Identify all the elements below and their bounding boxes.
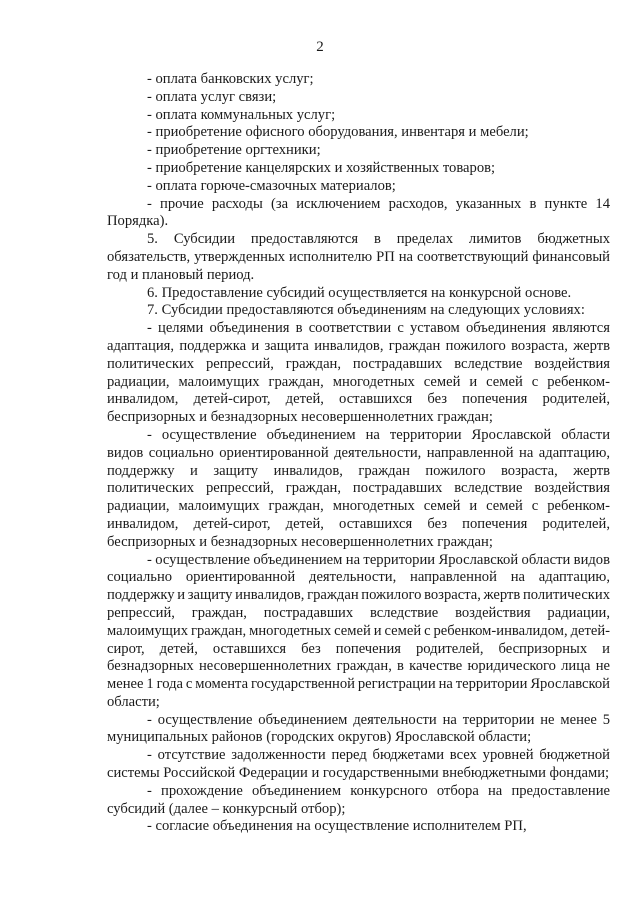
clause-6: 6. Предоставление субсидий осуществляется на конкурсной основе. bbox=[147, 284, 572, 301]
list-item-bank-services: - оплата банковских услуг; bbox=[147, 71, 314, 87]
condition-five-districts: - осуществление объединением деятельности на территории не менее 5 муниципальных районов (городских округов) Ярославской области; bbox=[107, 711, 610, 746]
condition-charter-goals: - целями объединения в соответствии с уставом объединения являются адаптация, поддержка и защита инвалидов, граждан пожилого возраста, жертв политических репрессий, граждан, пострадавших вследствие воздействия радиации, малоимущих граждан, многодетных семей и семей с ребенком-инвалидом, детей-сирот, детей, оставшихся без попечения родителей, беспризорных и безнадзорных несовершеннолетних граждан; bbox=[107, 320, 610, 426]
condition-legal-entity-year: - осуществление объединением на территории Ярославской области видов социально ориентированной деятельности, направленной на адаптацию, поддержку и защиту инвалидов, граждан пожилого возраста, жертв политических репрессий, граждан, пострадавших вследствие воздействия радиации, малоимущих граждан, многодетных семей и семей с ребенком-инвалидом, детей-сирот, детей, оставшихся без попечения родителей, беспризорных и безнадзорных несовершеннолетних граждан, в качестве юридического лица не менее 1 года с момента государственной регистрации на территории Ярославской области; bbox=[107, 551, 610, 710]
document-body bbox=[107, 71, 610, 836]
condition-consent: - согласие объединения на осуществление исполнителем РП, bbox=[147, 818, 527, 835]
list-item-communication: - оплата услуг связи; bbox=[147, 88, 277, 105]
condition-activity-region: - осуществление объединением на территории Ярославской области видов социально ориентированной деятельности, направленной на адаптацию, поддержку и защиту инвалидов, граждан пожилого возраста, жертв политических репрессий, граждан, пострадавших вследствие воздействия радиации, малоимущих граждан, многодетных семей и семей с ребенком-инвалидом, детей-сирот, детей, оставшихся без попечения родителей, беспризорных и безнадзорных несовершеннолетних граждан; bbox=[107, 426, 610, 550]
page-number: 2 bbox=[316, 39, 324, 55]
list-item-office-machines: - приобретение оргтехники; bbox=[147, 142, 321, 159]
list-item-utilities: - оплата коммунальных услуг; bbox=[147, 106, 336, 123]
condition-competitive-selection: - прохождение объединением конкурсного отбора на предоставление субсидий (далее – конкурсный отбор); bbox=[107, 782, 610, 817]
condition-no-debt: - отсутствие задолженности перед бюджетами всех уровней бюджетной системы Российской Федерации и государственными внебюджетными фондами; bbox=[107, 747, 610, 782]
list-item-stationery: - приобретение канцелярских и хозяйственных товаров; bbox=[147, 159, 496, 176]
list-item-other-expenses: - прочие расходы (за исключением расходов, указанных в пункте 14 Порядка). bbox=[107, 195, 610, 230]
list-item-office-equipment: - приобретение офисного оборудования, инвентаря и мебели; bbox=[147, 124, 529, 141]
clause-7: 7. Субсидии предоставляются объединениям на следующих условиях: bbox=[147, 302, 585, 319]
clause-5: 5. Субсидии предоставляются в пределах лимитов бюджетных обязательств, утвержденных исполнителю РП на соответствующий финансовый год и плановый период. bbox=[107, 231, 610, 283]
list-item-fuel: - оплата горюче-смазочных материалов; bbox=[147, 177, 396, 194]
